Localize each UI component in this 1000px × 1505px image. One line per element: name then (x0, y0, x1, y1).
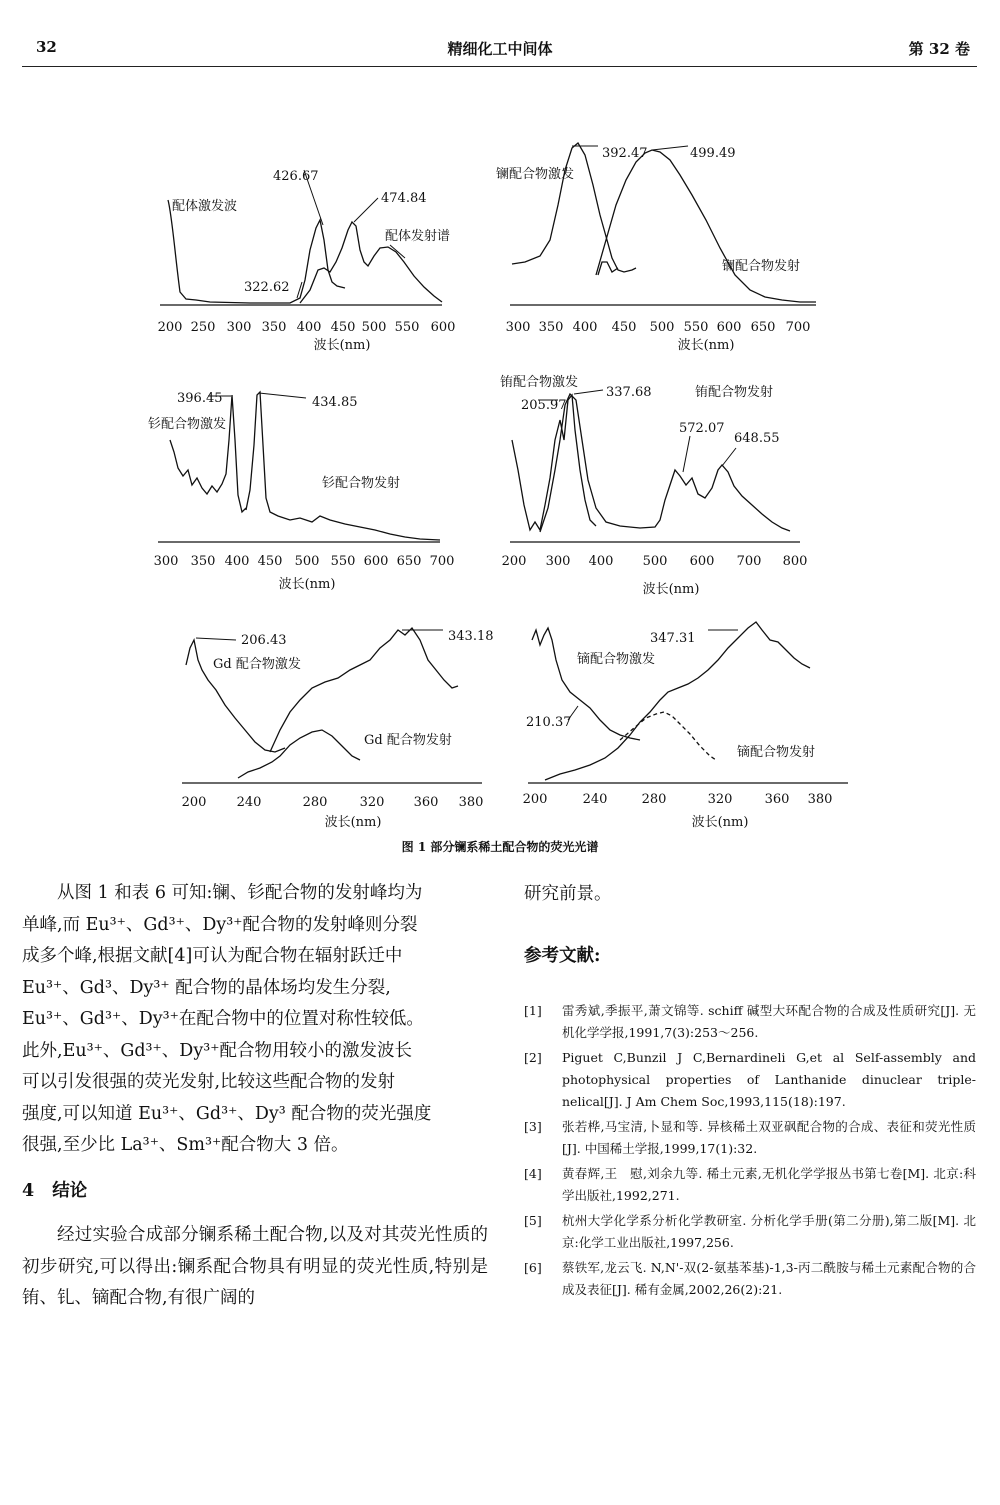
tick-label: 200 (522, 792, 548, 807)
tick-label: 650 (396, 554, 422, 569)
label-572: 572.07 (679, 421, 725, 436)
right-continuation: 研究前景。 (524, 884, 612, 904)
sm-emission-curve (246, 392, 440, 540)
tick-label: 380 (807, 792, 833, 807)
reference-number: [1] (524, 1003, 542, 1018)
references-title: 参考文献: (524, 946, 601, 966)
x-axis-label: 波长(nm) (278, 577, 336, 592)
tick-label: 380 (458, 795, 484, 810)
tick-label: 600 (716, 320, 742, 335)
label-205: 205.97 (521, 398, 567, 413)
tick-label: 400 (572, 320, 598, 335)
label-396: 396.45 (177, 391, 223, 406)
label-343: 343.18 (448, 629, 494, 644)
leader-434 (259, 393, 306, 398)
reference-number: [5] (524, 1213, 542, 1228)
label-la-emission: 镧配合物发射 (722, 259, 801, 274)
text-line: 强度,可以知道 Eu³⁺、Gd³⁺、Dy³ 配合物的荧光强度 (22, 1103, 432, 1124)
tick-label: 300 (153, 554, 179, 569)
tick-label: 400 (296, 320, 322, 335)
text-line: 成多个峰,根据文献[4]可认为配合物在辐射跃迁中 (22, 946, 403, 966)
tick-label: 400 (588, 554, 614, 569)
tick-label: 350 (261, 320, 287, 335)
tick-label: 450 (611, 320, 637, 335)
label-499: 499.49 (690, 146, 736, 161)
tick-label: 320 (359, 795, 385, 810)
leader-499 (652, 146, 688, 150)
sm-excitation-curve (170, 395, 246, 512)
reference-item (524, 1210, 976, 1254)
eu-emission-curve (540, 394, 790, 532)
tick-label: 450 (330, 320, 356, 335)
tick-label: 600 (363, 554, 389, 569)
label-sm-emission: 钐配合物发射 (322, 476, 401, 491)
label-392: 392.47 (602, 146, 648, 161)
label-dy-emission: 镝配合物发射 (737, 745, 816, 760)
tick-label: 240 (236, 795, 262, 810)
tick-label: 300 (505, 320, 531, 335)
reference-text: 黄春辉,王 慰,刘余九等. 稀土元素,无机化学学报丛书第七卷[M]. 北京:科学出版社,1992,271. (562, 1166, 976, 1203)
gd-emission-curve (238, 730, 360, 778)
volume-label: 第 32 卷 (908, 40, 970, 58)
tick-label: 300 (226, 320, 252, 335)
leader-474 (354, 198, 378, 222)
tick-label: 350 (538, 320, 564, 335)
reference-number: [4] (524, 1166, 542, 1181)
panel-ligand (158, 169, 456, 353)
leader-572 (683, 436, 690, 472)
label-648: 648.55 (734, 431, 780, 446)
reference-text: 蔡铁军,龙云飞. N,N'-双(2-氨基苯基)-1,3-丙二酰胺与稀土元素配合物的合成及表征[J]. 稀有金属,2002,26(2):21. (562, 1260, 976, 1297)
reference-text: 雷秀斌,季振平,萧文锦等. schiff 碱型大环配合物的合成及性质研究[J]. 无机化学学报,1991,7(3):253～256. (562, 1003, 976, 1040)
label-gd-emission: Gd 配合物发射 (364, 733, 452, 748)
tick-label: 450 (257, 554, 283, 569)
tick-label: 500 (361, 320, 387, 335)
tick-label: 280 (302, 795, 328, 810)
reference-text: 杭州大学化学系分析化学教研室. 分析化学手册(第二分册),第二版[M]. 北京:化学工业出版社,1997,256. (562, 1213, 976, 1250)
x-axis-label: 波长(nm) (642, 582, 700, 597)
panel-samarium (148, 391, 454, 592)
reference-text: Piguet C,Bunzil J C,Bernardineli G,et al Self-assembly and photophysical properties of Lanthanide dinuclear triple-nelical[J]. J Am Chem Soc,1993,115(18):197. (562, 1050, 976, 1109)
label-la-excitation: 镧配合物激发 (496, 167, 575, 182)
label-sm-excitation: 钐配合物激发 (148, 417, 227, 432)
text-line: 很强,至少比 La³⁺、Sm³⁺配合物大 3 倍。 (22, 1135, 349, 1155)
panel-gadolinium (182, 628, 494, 830)
tick-label: 320 (707, 792, 733, 807)
reference-number: [2] (524, 1050, 542, 1065)
reference-item (524, 1047, 976, 1113)
label-dy-excitation: 镝配合物激发 (577, 652, 656, 667)
section-number: 4 (22, 1181, 35, 1201)
label-eu-excitation: 铕配合物激发 (500, 375, 579, 390)
x-axis-label: 波长(nm) (324, 815, 382, 830)
label-206: 206.43 (241, 633, 287, 648)
la-emission-curve (596, 150, 816, 302)
label-210: 210.37 (526, 715, 572, 730)
tick-label: 500 (649, 320, 675, 335)
tick-label: 550 (394, 320, 420, 335)
x-axis-label: 波长(nm) (677, 338, 735, 353)
reference-number: [6] (524, 1260, 542, 1275)
tick-label: 600 (430, 320, 456, 335)
label-347: 347.31 (650, 631, 696, 646)
text-line: 此外,Eu³⁺、Gd³⁺、Dy³⁺配合物用较小的激发波长 (22, 1040, 412, 1061)
x-axis-label: 波长(nm) (691, 815, 749, 830)
leader-648 (722, 448, 736, 466)
text-line: 单峰,而 Eu³⁺、Gd³⁺、Dy³⁺配合物的发射峰则分裂 (22, 914, 418, 935)
tick-label: 550 (330, 554, 356, 569)
references-list (524, 1000, 976, 1304)
text-line: Eu³⁺、Gd³⁺、Dy³⁺在配合物中的位置对称性较低。 (22, 1009, 424, 1029)
label-337: 337.68 (606, 385, 652, 400)
dy-emission-dashed-curve (620, 712, 716, 760)
eu-excitation-curve (512, 395, 596, 530)
label-434: 434.85 (312, 395, 358, 410)
leader-337 (574, 390, 603, 394)
panel-dysprosium (523, 622, 848, 830)
tick-label: 360 (413, 795, 439, 810)
tick-label: 600 (689, 554, 715, 569)
reference-item (524, 1000, 976, 1044)
label-eu-emission: 铕配合物发射 (695, 385, 774, 400)
tick-label: 700 (736, 554, 762, 569)
tick-label: 400 (224, 554, 250, 569)
journal-title: 精细化工中间体 (447, 40, 553, 58)
tick-label: 550 (683, 320, 709, 335)
tick-label: 700 (785, 320, 811, 335)
tick-label: 500 (642, 554, 668, 569)
tick-label: 250 (190, 320, 216, 335)
section-heading (22, 1177, 87, 1202)
x-axis-label: 波长(nm) (313, 338, 371, 353)
tick-label: 500 (294, 554, 320, 569)
tick-label: 350 (190, 554, 216, 569)
leader-206 (196, 638, 236, 640)
tick-label: 800 (782, 554, 808, 569)
label-474: 474.84 (381, 191, 427, 206)
left-paragraph-2 (22, 1220, 488, 1315)
tick-label: 280 (641, 792, 667, 807)
conclusion-text: 经过实验合成部分镧系稀土配合物,以及对其荧光性质的初步研究,可以得出:镧系配合物具有明显的荧光性质,特别是铕、钆、镝配合物,有很广阔的 (22, 1225, 488, 1308)
label-426: 426.67 (273, 169, 319, 184)
page-number: 32 (36, 38, 57, 56)
reference-number: [3] (524, 1119, 542, 1134)
panel-europium (500, 374, 807, 597)
tick-label: 200 (181, 795, 207, 810)
tick-label: 650 (750, 320, 776, 335)
label-322: 322.62 (244, 280, 290, 295)
label-ligand-excitation: 配体激发波 (172, 199, 238, 214)
text-line: 可以引发很强的荧光发射,比较这些配合物的发射 (22, 1072, 396, 1092)
reference-item (524, 1116, 976, 1160)
label-gd-excitation: Gd 配合物激发 (213, 657, 301, 672)
text-line: 从图 1 和表 6 可知:镧、钐配合物的发射峰均为 (57, 883, 423, 903)
figure-caption: 图 1 部分镧系稀土配合物的荧光光谱 (401, 840, 599, 854)
reference-item (524, 1257, 976, 1301)
leader-ligand-emission (390, 245, 405, 258)
tick-label: 200 (157, 320, 183, 335)
tick-label: 300 (545, 554, 571, 569)
panel-lanthanum (496, 143, 816, 353)
left-paragraph-1 (22, 878, 488, 1162)
text-line: Eu³⁺、Gd³、Dy³⁺ 配合物的晶体场均发生分裂, (22, 977, 391, 998)
reference-item (524, 1163, 976, 1207)
la-excitation-curve (512, 143, 636, 272)
tick-label: 240 (582, 792, 608, 807)
section-title: 结论 (52, 1181, 88, 1201)
label-ligand-emission: 配体发射谱 (385, 229, 451, 244)
tick-label: 360 (764, 792, 790, 807)
tick-label: 700 (429, 554, 455, 569)
reference-text: 张若桦,马宝清,卜显和等. 异核稀土双亚砜配合物的合成、表征和荧光性质[J]. 中国稀土学报,1999,17(1):32. (562, 1119, 976, 1156)
tick-label: 200 (501, 554, 527, 569)
